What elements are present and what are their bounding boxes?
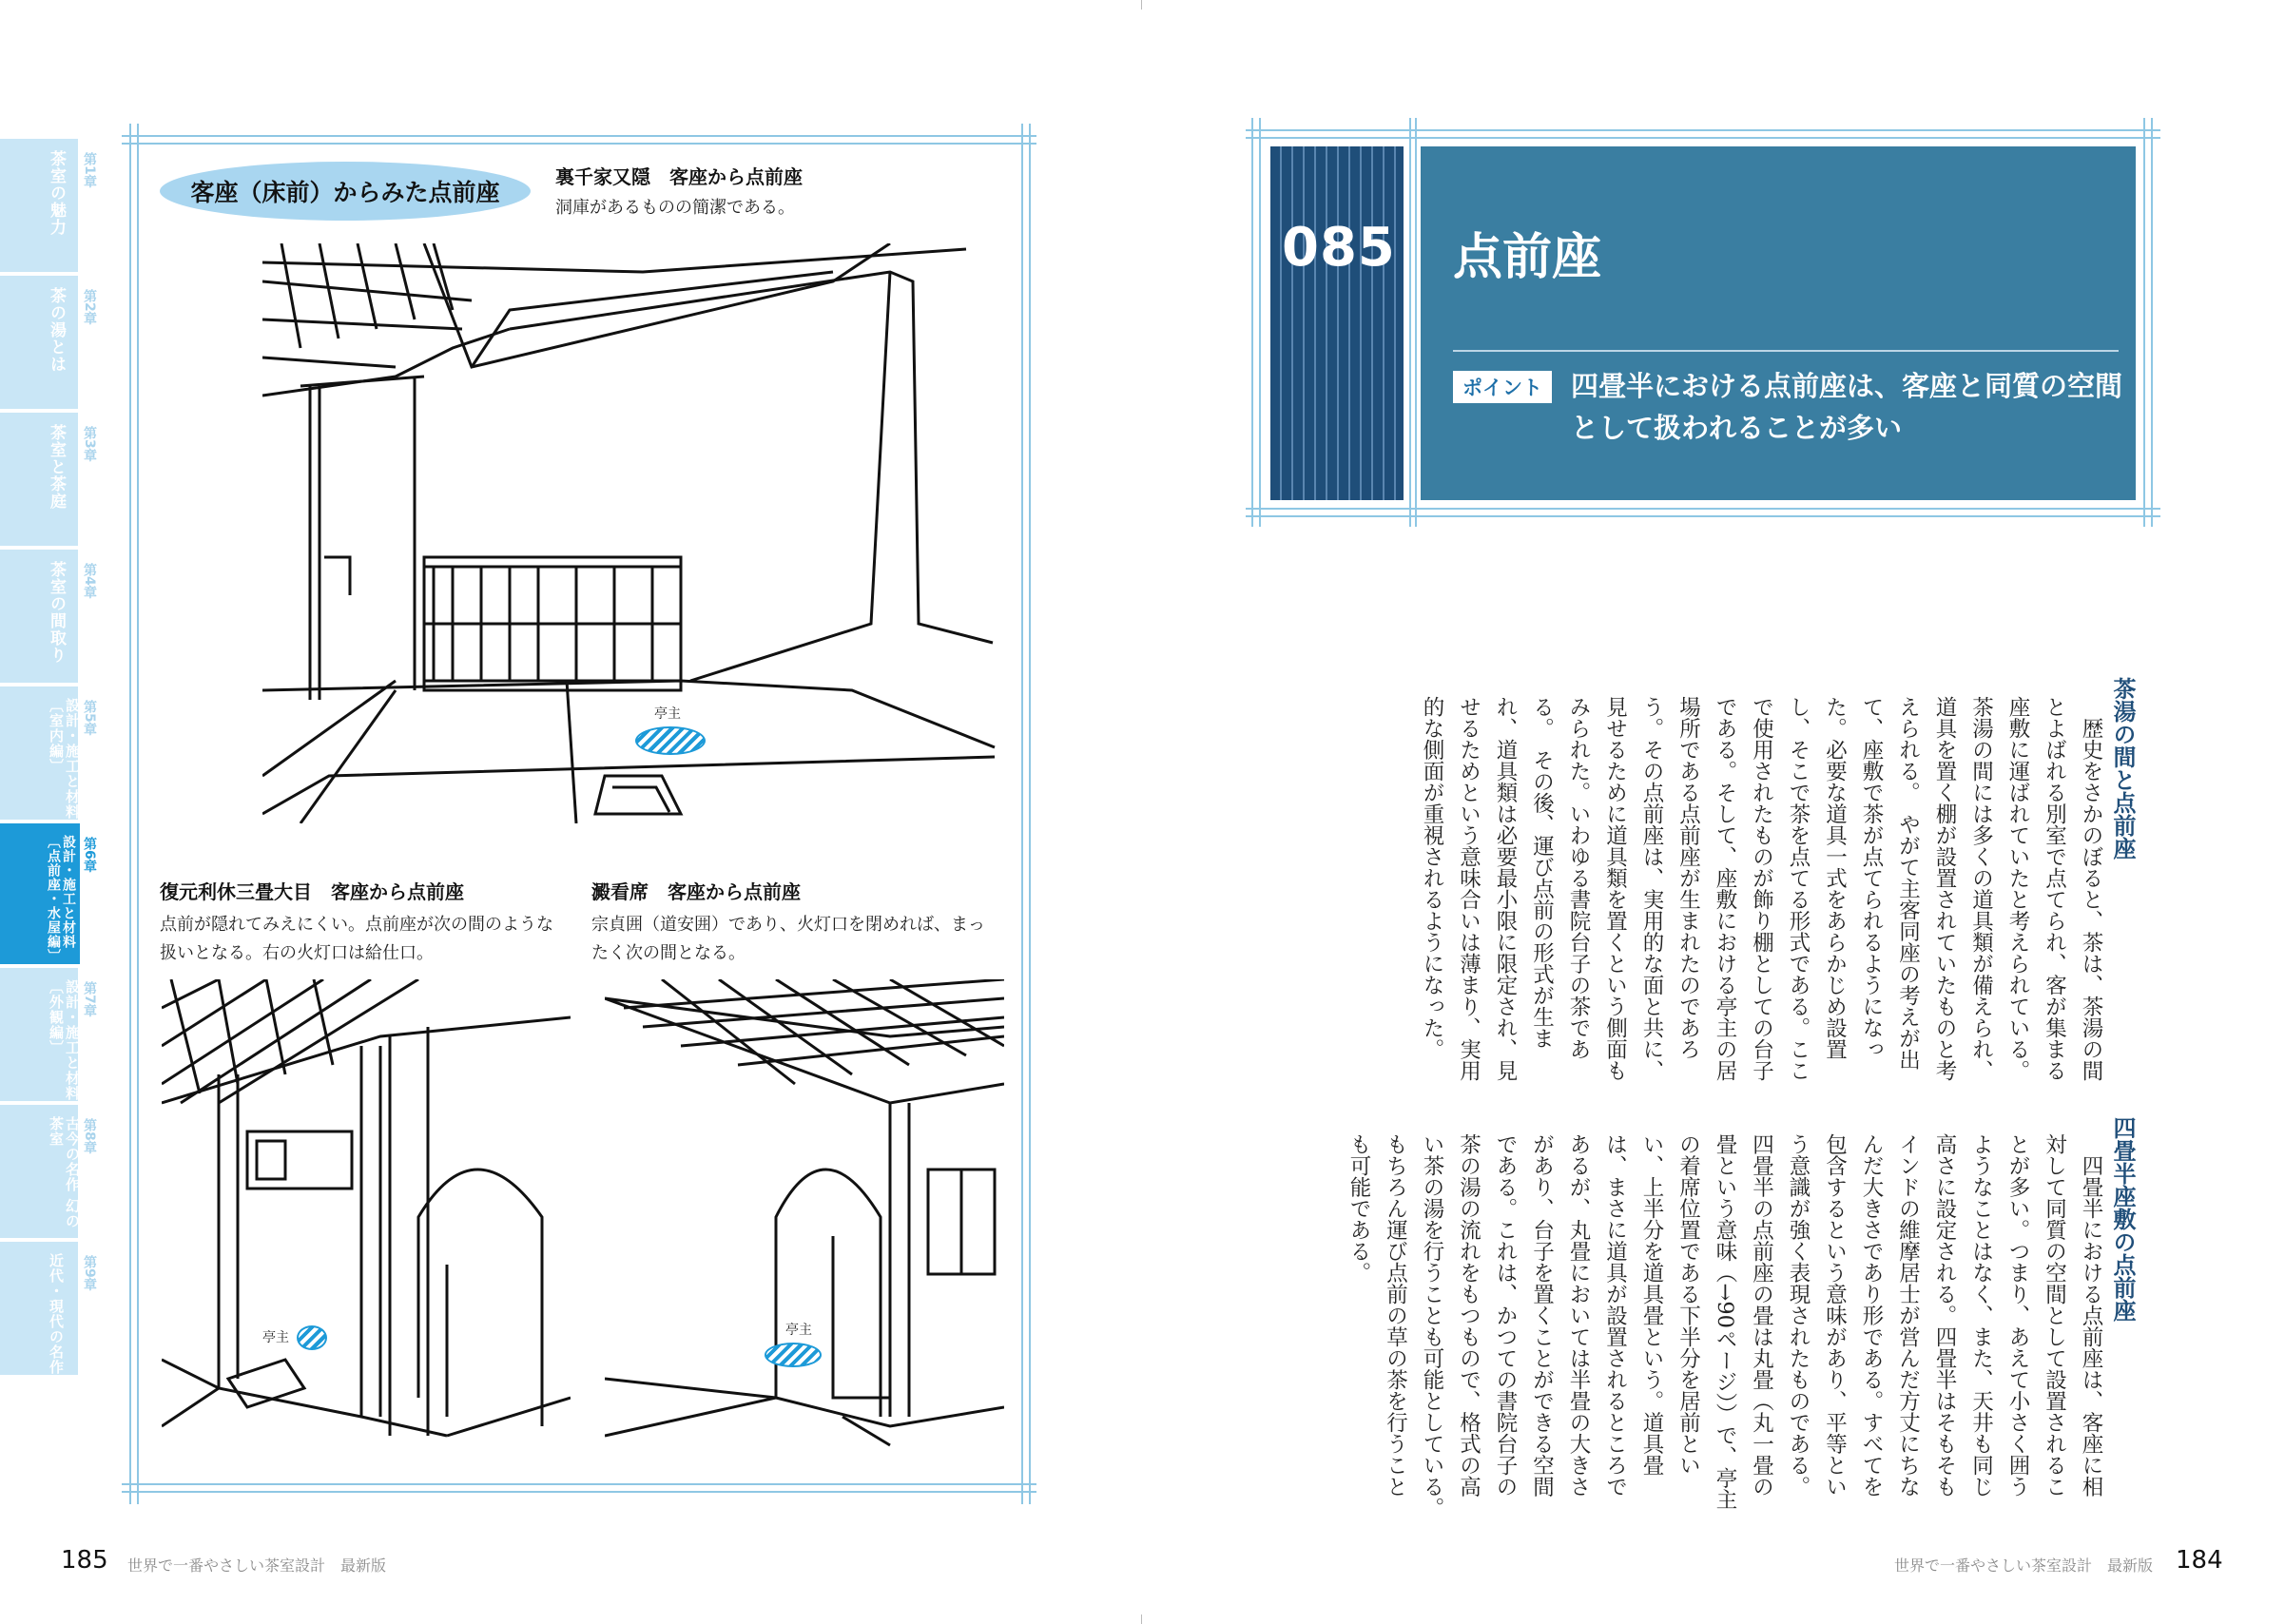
frame-line [122,135,1036,137]
point-text: 四畳半における点前座は、客座と同質の空間として扱われることが多い [1571,370,2123,444]
section2-heading-block [2109,1116,2136,1354]
section1-heading: 茶湯の間と点前座 [2109,677,2136,860]
page-number-right: 184 [2176,1546,2223,1575]
frame-line [1246,508,2160,510]
page-title: 点前座 [1453,229,1602,286]
frame-line [2143,118,2145,527]
host-position-marker [635,726,706,755]
frame-line [1021,124,1023,1504]
chapter-tab-5[interactable] [0,686,97,822]
figure-caption: 客座（床前）からみた点前座 [160,162,531,221]
frame-line [2151,118,2153,527]
chapter-tab-3[interactable] [0,413,97,549]
chapter-tab-title: 古今の名作 幻の茶室 [48,1116,81,1229]
chapter-tab-7[interactable] [0,968,97,1104]
page-number-left: 185 [61,1546,108,1575]
frame-line [1409,118,1411,527]
figure3-description-line1: 宗貞囲（道安囲）であり、火灯口を閉めれば、まっ [591,915,985,935]
section-number: 085 [1282,217,1396,279]
chapter-tab-title: 近代・現代の名作 [48,1253,65,1375]
chapter-tab-number: 第9章 [82,1255,97,1291]
frame-line [129,124,131,1504]
host-label: 亭主 [262,1330,289,1345]
section1-body: 歴史をさかのぼると、茶は、茶湯の間とよばれる別室で点てられ、客が集まる座敷に運ばれていたと考えられている。茶湯の間には多くの道具類が備えられ、道具を置く棚が設置されていたものと考えられる。 やがて主客同座の考えが出て、座敷で茶が点てられるようになった。必要な道具一式をあらかじめ設置し、そこで茶を点てる形式である。ここで使用されたものが飾り棚としての台子である。そして、座敷における亭主の居場所である点前座が生まれたのであろう。その点前座は、実用的な面と共に、見せるために道具類を置くという側面もみられた。いわゆる書院台子の茶である。 その後、運び点前の形式が生まれ、道具類は必要最小限に限定され、見せるためという意味合いは薄まり、実用的な側面が重視されるようになった。 [1420,696,2103,1081]
point-badge: ポイント [1453,371,1552,403]
chapter-tab-number: 第4章 [82,563,97,599]
chapter-tab-title: 茶室の魅力 [47,150,66,236]
figure2-title: 復元利休三畳大目 客座から点前座 [160,880,464,903]
frame-line [1246,137,2160,139]
chapter-tab-title: 茶の湯とは [47,287,66,373]
chapter-tab-9[interactable] [0,1242,97,1378]
frame-line [1415,118,1417,527]
chapter-tab-title: 設計・施工と材料〔点前座・水屋編〕 [46,835,76,963]
tearoom-illustration-1 [262,243,1004,823]
chapter-tab-number: 第5章 [82,700,97,736]
chapter-tab-number: 第1章 [82,152,97,188]
chapter-tab-6-active[interactable] [0,823,97,967]
chapter-tab-title: 設計・施工と材料〔外観編〕 [48,979,81,1101]
frame-line [1259,118,1261,527]
crop-mark [1141,0,1142,10]
chapter-tab-number: 第6章 [82,837,97,873]
host-position-marker [297,1325,327,1350]
chapter-tab-title: 茶室の間取り [47,561,66,664]
frame-line [122,143,1036,145]
section2-body: 四畳半における点前座は、客座に相対して同質の空間として設置されることが多い。つまり、あえて小さく囲うようなことはなく、また、天井も同じ高さに設定される。四畳半はそもそもインドの維摩居士が営んだ方丈にちなんだ大きさであり形である。すべてを包含するという意味があり、平等という意識が強く表現されたものである。 四畳半の点前座の畳は丸畳（丸一畳の畳という意味（→90ページ））で、亭主の着席位置である下半分を居前といい、上半分を道具畳という。道具畳は、まさに道具が設置されるところであるが、丸畳においては半畳の大きさがあり、台子を置くことができる空間である。これは、かつての書院台子の茶の湯の流れをもつもので、格式の高い茶の湯を行うことも可能としている。 もちろん運び点前の草の茶を行うことも可能である。 [1346,1133,2103,1530]
tearoom-illustration-3 [605,979,1004,1455]
frame-line [1246,515,2160,517]
chapter-tab-number: 第3章 [82,426,97,462]
figure3-title: 澱看席 客座から点前座 [591,880,801,903]
chapter-tab-4[interactable] [0,550,97,686]
chapter-tab-title: 茶室と茶庭 [47,424,66,510]
number-band [1270,146,1404,500]
tearoom-illustration-2 [162,979,571,1455]
section2-heading: 四畳半座敷の点前座 [2109,1116,2136,1322]
frame-line [137,124,139,1504]
chapter-tab-number: 第7章 [82,981,97,1017]
host-position-marker [765,1343,822,1367]
divider [1453,350,2119,352]
crop-mark [1141,1614,1142,1624]
book-title-right: 世界で一番やさしい茶室設計 最新版 [1894,1556,2154,1575]
figure2-description-line1: 点前が隠れてみえにくい。点前座が次の間のような [160,915,553,935]
frame-line [122,1491,1036,1493]
chapter-tab-number: 第2章 [82,289,97,325]
section1-heading-block [2109,677,2136,886]
chapter-tab-2[interactable] [0,276,97,412]
host-label: 亭主 [654,706,681,722]
chapter-tab-1[interactable] [0,139,97,275]
frame-line [1029,124,1031,1504]
host-label: 亭主 [785,1323,812,1338]
frame-line [122,1483,1036,1485]
chapter-tab-8[interactable] [0,1105,97,1241]
chapter-tab-number: 第8章 [82,1118,97,1154]
figure2-description-line2: 扱いとなる。右の火灯口は給仕口。 [160,943,434,963]
frame-line [1246,129,2160,131]
figure1-title: 裏千家又隠 客座から点前座 [555,165,803,188]
figure3-description-line2: たく次の間となる。 [591,943,746,963]
chapter-tab-title: 設計・施工と材料〔室内編〕 [48,698,81,820]
figure1-description: 洞庫があるものの簡潔である。 [555,198,795,218]
book-title-left: 世界で一番やさしい茶室設計 最新版 [127,1556,387,1575]
frame-line [1251,118,1253,527]
